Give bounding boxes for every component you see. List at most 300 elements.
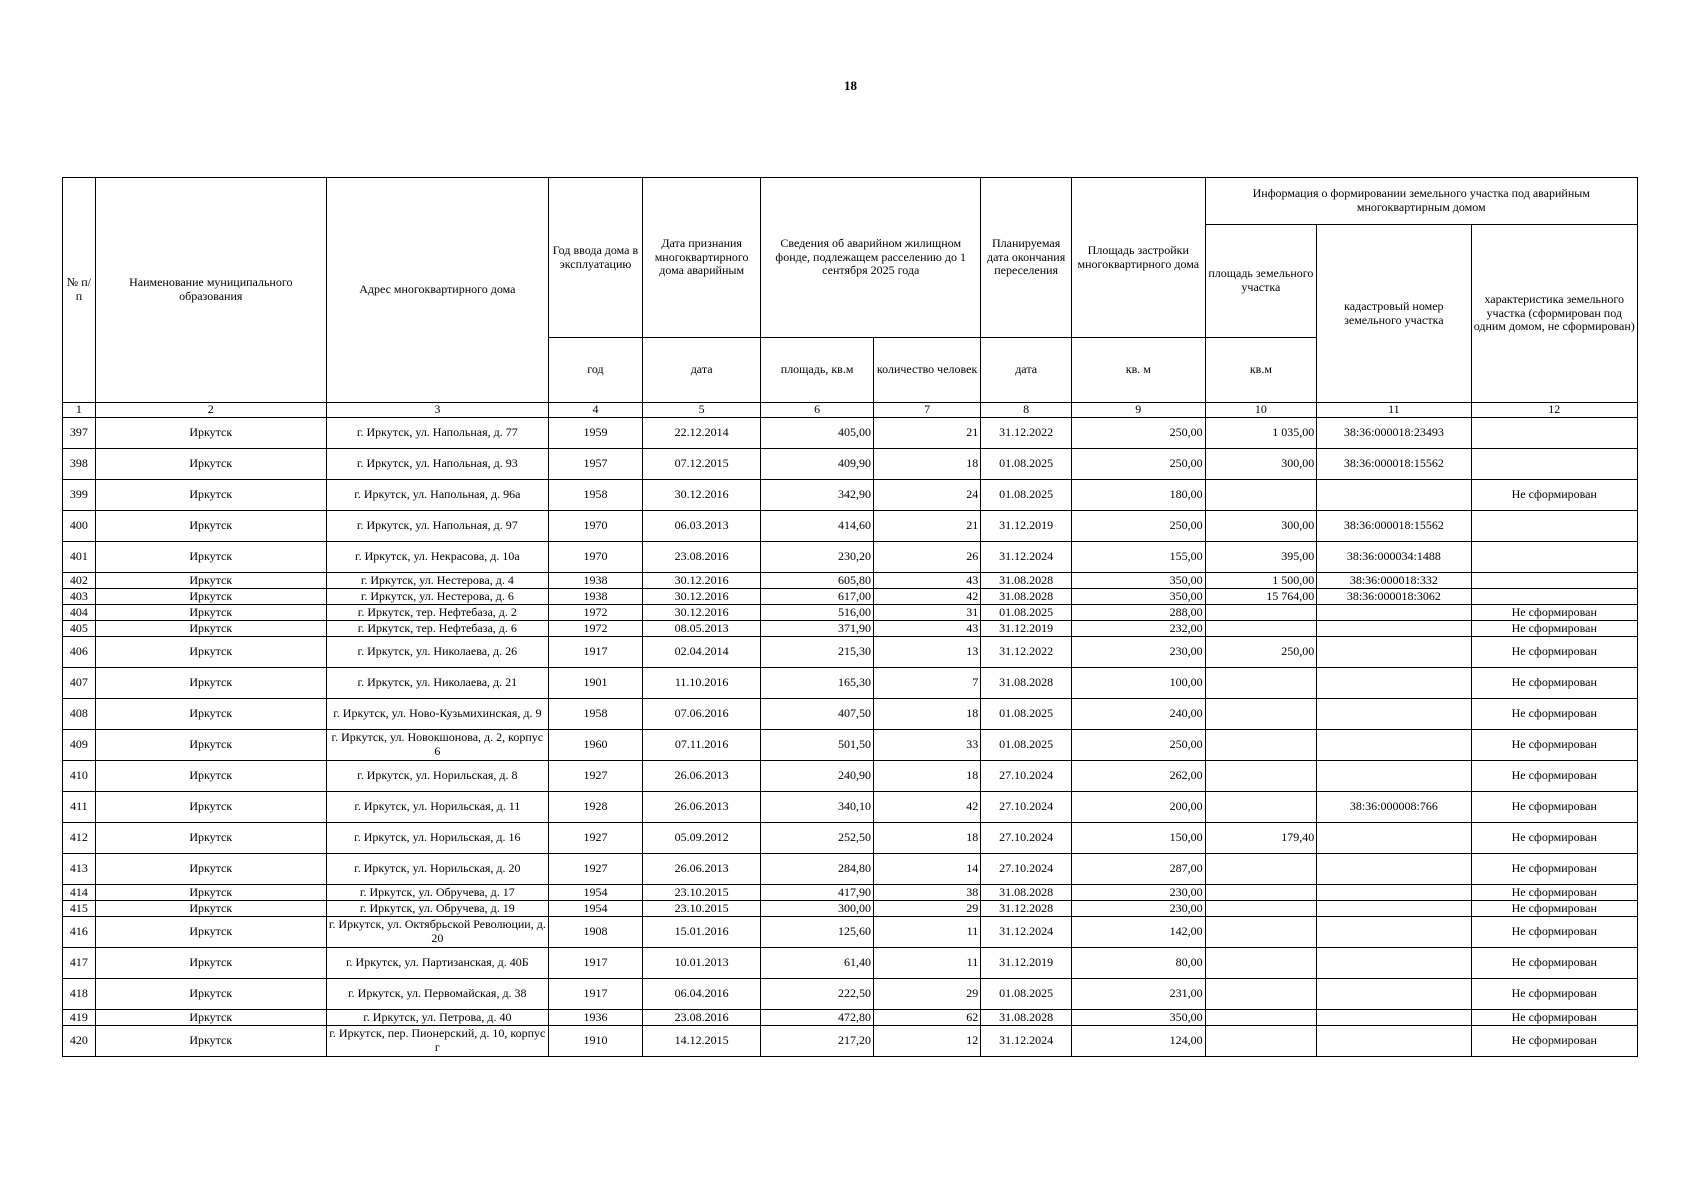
built-area-cell: 200,00 <box>1072 792 1206 823</box>
area-cell: 371,90 <box>761 621 874 637</box>
cadastral-number-cell <box>1317 621 1471 637</box>
land-characteristic-cell: Не сформирован <box>1471 621 1638 637</box>
area-cell: 342,90 <box>761 480 874 511</box>
built-area-cell: 250,00 <box>1072 730 1206 761</box>
land-area-cell <box>1205 948 1317 979</box>
row-number: 407 <box>63 668 96 699</box>
planned-date-cell: 31.12.2019 <box>981 511 1072 542</box>
table-row <box>63 480 1638 511</box>
year-cell: 1970 <box>548 542 642 573</box>
address-cell: г. Иркутск, тер. Нефтебаза, д. 2 <box>326 605 548 621</box>
municipality-cell: Иркутск <box>95 589 326 605</box>
planned-date-cell: 01.08.2025 <box>981 605 1072 621</box>
header-land-characteristic: характеристика земельного участка (сформирован под одним домом, не сформирован) <box>1471 225 1638 403</box>
column-number: 6 <box>761 403 874 418</box>
cadastral-number-cell <box>1317 668 1471 699</box>
area-cell: 516,00 <box>761 605 874 621</box>
emergency-date-cell: 10.01.2013 <box>643 948 761 979</box>
address-cell: г. Иркутск, ул. Петрова, д. 40 <box>326 1010 548 1026</box>
land-area-cell <box>1205 480 1317 511</box>
land-characteristic-cell: Не сформирован <box>1471 637 1638 668</box>
built-area-cell: 155,00 <box>1072 542 1206 573</box>
built-area-cell: 180,00 <box>1072 480 1206 511</box>
header-date-emergency: Дата признания многоквартирного дома аварийным <box>643 178 761 338</box>
emergency-date-cell: 22.12.2014 <box>643 418 761 449</box>
table-header <box>63 178 1638 418</box>
land-characteristic-cell: Не сформирован <box>1471 668 1638 699</box>
year-cell: 1917 <box>548 948 642 979</box>
planned-date-cell: 31.08.2028 <box>981 1010 1072 1026</box>
row-number: 413 <box>63 854 96 885</box>
address-cell: г. Иркутск, ул. Нестерова, д. 4 <box>326 573 548 589</box>
planned-date-cell: 01.08.2025 <box>981 449 1072 480</box>
year-cell: 1960 <box>548 730 642 761</box>
municipality-cell: Иркутск <box>95 761 326 792</box>
emergency-date-cell: 26.06.2013 <box>643 854 761 885</box>
address-cell: г. Иркутск, ул. Николаева, д. 21 <box>326 668 548 699</box>
built-area-cell: 150,00 <box>1072 823 1206 854</box>
cadastral-number-cell <box>1317 885 1471 901</box>
planned-date-cell: 01.08.2025 <box>981 480 1072 511</box>
land-characteristic-cell: Не сформирован <box>1471 730 1638 761</box>
address-cell: г. Иркутск, ул. Некрасова, д. 10а <box>326 542 548 573</box>
municipality-cell: Иркутск <box>95 668 326 699</box>
municipality-cell: Иркутск <box>95 605 326 621</box>
cadastral-number-cell <box>1317 979 1471 1010</box>
people-cell: 42 <box>873 792 980 823</box>
emergency-date-cell: 05.09.2012 <box>643 823 761 854</box>
land-area-cell: 250,00 <box>1205 637 1317 668</box>
land-area-cell: 1 500,00 <box>1205 573 1317 589</box>
row-number: 409 <box>63 730 96 761</box>
header-address: Адрес многоквартирного дома <box>326 178 548 403</box>
built-area-cell: 124,00 <box>1072 1026 1206 1057</box>
address-cell: г. Иркутск, ул. Норильская, д. 8 <box>326 761 548 792</box>
planned-date-cell: 31.08.2028 <box>981 573 1072 589</box>
header-cadastral: кадастровый номер земельного участка <box>1317 225 1471 403</box>
land-characteristic-cell: Не сформирован <box>1471 1026 1638 1057</box>
table-row <box>63 668 1638 699</box>
cadastral-number-cell <box>1317 637 1471 668</box>
emergency-date-cell: 07.12.2015 <box>643 449 761 480</box>
table-row <box>63 792 1638 823</box>
cadastral-number-cell: 38:36:000018:15562 <box>1317 511 1471 542</box>
land-characteristic-cell: Не сформирован <box>1471 917 1638 948</box>
municipality-cell: Иркутск <box>95 979 326 1010</box>
planned-date-cell: 01.08.2025 <box>981 699 1072 730</box>
year-cell: 1972 <box>548 621 642 637</box>
table-row <box>63 605 1638 621</box>
people-cell: 18 <box>873 823 980 854</box>
table-row <box>63 589 1638 605</box>
land-characteristic-cell: Не сформирован <box>1471 761 1638 792</box>
land-area-cell: 15 764,00 <box>1205 589 1317 605</box>
column-number: 11 <box>1317 403 1471 418</box>
land-characteristic-cell: Не сформирован <box>1471 885 1638 901</box>
cadastral-number-cell: 38:36:000018:332 <box>1317 573 1471 589</box>
people-cell: 7 <box>873 668 980 699</box>
land-area-cell <box>1205 699 1317 730</box>
land-characteristic-cell <box>1471 449 1638 480</box>
table-row <box>63 885 1638 901</box>
area-cell: 222,50 <box>761 979 874 1010</box>
header-land-info: Информация о формировании земельного участка под аварийным многоквартирным домом <box>1205 178 1637 225</box>
emergency-date-cell: 30.12.2016 <box>643 480 761 511</box>
people-cell: 18 <box>873 449 980 480</box>
people-cell: 18 <box>873 699 980 730</box>
table-row <box>63 699 1638 730</box>
municipality-cell: Иркутск <box>95 1026 326 1057</box>
planned-date-cell: 31.12.2022 <box>981 418 1072 449</box>
land-characteristic-cell: Не сформирован <box>1471 699 1638 730</box>
area-cell: 617,00 <box>761 589 874 605</box>
table-row <box>63 1026 1638 1057</box>
row-number: 415 <box>63 901 96 917</box>
land-area-cell <box>1205 1026 1317 1057</box>
land-area-cell: 300,00 <box>1205 511 1317 542</box>
area-cell: 340,10 <box>761 792 874 823</box>
year-cell: 1957 <box>548 449 642 480</box>
area-cell: 284,80 <box>761 854 874 885</box>
table-row <box>63 542 1638 573</box>
address-cell: г. Иркутск, ул. Партизанская, д. 40Б <box>326 948 548 979</box>
address-cell: г. Иркутск, пер. Пионерский, д. 10, корпус г <box>326 1026 548 1057</box>
emergency-date-cell: 23.10.2015 <box>643 901 761 917</box>
unit-people: количество человек <box>873 338 980 403</box>
emergency-date-cell: 07.06.2016 <box>643 699 761 730</box>
planned-date-cell: 31.12.2024 <box>981 1026 1072 1057</box>
year-cell: 1970 <box>548 511 642 542</box>
land-characteristic-cell <box>1471 542 1638 573</box>
built-area-cell: 250,00 <box>1072 449 1206 480</box>
address-cell: г. Иркутск, ул. Напольная, д. 77 <box>326 418 548 449</box>
planned-date-cell: 27.10.2024 <box>981 761 1072 792</box>
year-cell: 1959 <box>548 418 642 449</box>
table-row <box>63 948 1638 979</box>
land-area-cell <box>1205 761 1317 792</box>
land-characteristic-cell: Не сформирован <box>1471 948 1638 979</box>
area-cell: 409,90 <box>761 449 874 480</box>
year-cell: 1910 <box>548 1026 642 1057</box>
land-area-cell <box>1205 979 1317 1010</box>
land-area-cell: 179,40 <box>1205 823 1317 854</box>
column-number: 4 <box>548 403 642 418</box>
built-area-cell: 80,00 <box>1072 948 1206 979</box>
column-number: 9 <box>1072 403 1206 418</box>
area-cell: 215,30 <box>761 637 874 668</box>
land-characteristic-cell <box>1471 511 1638 542</box>
column-number: 5 <box>643 403 761 418</box>
emergency-date-cell: 02.04.2014 <box>643 637 761 668</box>
people-cell: 38 <box>873 885 980 901</box>
cadastral-number-cell <box>1317 948 1471 979</box>
municipality-cell: Иркутск <box>95 901 326 917</box>
municipality-cell: Иркутск <box>95 418 326 449</box>
area-cell: 605,80 <box>761 573 874 589</box>
table-row <box>63 1010 1638 1026</box>
planned-date-cell: 31.08.2028 <box>981 589 1072 605</box>
column-number: 7 <box>873 403 980 418</box>
land-area-cell <box>1205 605 1317 621</box>
built-area-cell: 100,00 <box>1072 668 1206 699</box>
year-cell: 1928 <box>548 792 642 823</box>
people-cell: 12 <box>873 1026 980 1057</box>
year-cell: 1938 <box>548 589 642 605</box>
area-cell: 217,20 <box>761 1026 874 1057</box>
land-area-cell <box>1205 1010 1317 1026</box>
land-characteristic-cell: Не сформирован <box>1471 823 1638 854</box>
emergency-date-cell: 26.06.2013 <box>643 792 761 823</box>
people-cell: 14 <box>873 854 980 885</box>
people-cell: 24 <box>873 480 980 511</box>
table-row <box>63 901 1638 917</box>
row-number: 398 <box>63 449 96 480</box>
land-area-cell <box>1205 854 1317 885</box>
area-cell: 240,90 <box>761 761 874 792</box>
municipality-cell: Иркутск <box>95 637 326 668</box>
cadastral-number-cell <box>1317 699 1471 730</box>
land-area-cell <box>1205 901 1317 917</box>
planned-date-cell: 31.12.2028 <box>981 901 1072 917</box>
row-number: 411 <box>63 792 96 823</box>
municipality-cell: Иркутск <box>95 885 326 901</box>
address-cell: г. Иркутск, тер. Нефтебаза, д. 6 <box>326 621 548 637</box>
column-number-row <box>63 403 1638 418</box>
header-built-area: Площадь застройки многоквартирного дома <box>1072 178 1206 338</box>
people-cell: 21 <box>873 511 980 542</box>
unit-land: кв.м <box>1205 338 1317 403</box>
land-area-cell <box>1205 621 1317 637</box>
year-cell: 1936 <box>548 1010 642 1026</box>
year-cell: 1958 <box>548 480 642 511</box>
municipality-cell: Иркутск <box>95 730 326 761</box>
land-characteristic-cell: Не сформирован <box>1471 901 1638 917</box>
area-cell: 61,40 <box>761 948 874 979</box>
people-cell: 13 <box>873 637 980 668</box>
year-cell: 1917 <box>548 637 642 668</box>
year-cell: 1927 <box>548 761 642 792</box>
row-number: 405 <box>63 621 96 637</box>
cadastral-number-cell <box>1317 901 1471 917</box>
address-cell: г. Иркутск, ул. Норильская, д. 20 <box>326 854 548 885</box>
planned-date-cell: 01.08.2025 <box>981 979 1072 1010</box>
municipality-cell: Иркутск <box>95 823 326 854</box>
row-number: 397 <box>63 418 96 449</box>
built-area-cell: 288,00 <box>1072 605 1206 621</box>
header-municipality: Наименование муниципального образования <box>95 178 326 403</box>
row-number: 404 <box>63 605 96 621</box>
emergency-date-cell: 23.08.2016 <box>643 542 761 573</box>
area-cell: 230,20 <box>761 542 874 573</box>
year-cell: 1958 <box>548 699 642 730</box>
land-area-cell: 300,00 <box>1205 449 1317 480</box>
municipality-cell: Иркутск <box>95 792 326 823</box>
address-cell: г. Иркутск, ул. Первомайская, д. 38 <box>326 979 548 1010</box>
land-characteristic-cell: Не сформирован <box>1471 792 1638 823</box>
row-number: 420 <box>63 1026 96 1057</box>
area-cell: 501,50 <box>761 730 874 761</box>
built-area-cell: 350,00 <box>1072 589 1206 605</box>
area-cell: 165,30 <box>761 668 874 699</box>
cadastral-number-cell: 38:36:000018:23493 <box>1317 418 1471 449</box>
cadastral-number-cell <box>1317 854 1471 885</box>
planned-date-cell: 31.12.2024 <box>981 542 1072 573</box>
row-number: 400 <box>63 511 96 542</box>
row-number: 408 <box>63 699 96 730</box>
cadastral-number-cell <box>1317 730 1471 761</box>
area-cell: 252,50 <box>761 823 874 854</box>
people-cell: 33 <box>873 730 980 761</box>
column-number: 2 <box>95 403 326 418</box>
emergency-date-cell: 30.12.2016 <box>643 605 761 621</box>
people-cell: 43 <box>873 573 980 589</box>
land-characteristic-cell: Не сформирован <box>1471 854 1638 885</box>
area-cell: 125,60 <box>761 917 874 948</box>
header-planned: Планируемая дата окончания переселения <box>981 178 1072 338</box>
unit-year: год <box>548 338 642 403</box>
address-cell: г. Иркутск, ул. Октябрьской Революции, д. 20 <box>326 917 548 948</box>
table-row <box>63 418 1638 449</box>
cadastral-number-cell: 38:36:000018:15562 <box>1317 449 1471 480</box>
built-area-cell: 230,00 <box>1072 637 1206 668</box>
land-area-cell <box>1205 792 1317 823</box>
land-characteristic-cell: Не сформирован <box>1471 605 1638 621</box>
emergency-date-cell: 26.06.2013 <box>643 761 761 792</box>
row-number: 418 <box>63 979 96 1010</box>
cadastral-number-cell: 38:36:000034:1488 <box>1317 542 1471 573</box>
column-number: 8 <box>981 403 1072 418</box>
address-cell: г. Иркутск, ул. Напольная, д. 93 <box>326 449 548 480</box>
built-area-cell: 250,00 <box>1072 511 1206 542</box>
cadastral-number-cell <box>1317 917 1471 948</box>
address-cell: г. Иркутск, ул. Норильская, д. 11 <box>326 792 548 823</box>
built-area-cell: 240,00 <box>1072 699 1206 730</box>
municipality-cell: Иркутск <box>95 480 326 511</box>
municipality-cell: Иркутск <box>95 542 326 573</box>
municipality-cell: Иркутск <box>95 511 326 542</box>
built-area-cell: 262,00 <box>1072 761 1206 792</box>
area-cell: 407,50 <box>761 699 874 730</box>
emergency-date-cell: 30.12.2016 <box>643 573 761 589</box>
people-cell: 26 <box>873 542 980 573</box>
area-cell: 300,00 <box>761 901 874 917</box>
emergency-date-cell: 07.11.2016 <box>643 730 761 761</box>
planned-date-cell: 31.12.2024 <box>981 917 1072 948</box>
municipality-cell: Иркутск <box>95 573 326 589</box>
emergency-date-cell: 06.04.2016 <box>643 979 761 1010</box>
built-area-cell: 232,00 <box>1072 621 1206 637</box>
emergency-date-cell: 08.05.2013 <box>643 621 761 637</box>
row-number: 406 <box>63 637 96 668</box>
land-area-cell <box>1205 885 1317 901</box>
people-cell: 29 <box>873 979 980 1010</box>
municipality-cell: Иркутск <box>95 699 326 730</box>
emergency-date-cell: 06.03.2013 <box>643 511 761 542</box>
address-cell: г. Иркутск, ул. Обручева, д. 19 <box>326 901 548 917</box>
people-cell: 11 <box>873 917 980 948</box>
land-characteristic-cell <box>1471 589 1638 605</box>
built-area-cell: 350,00 <box>1072 573 1206 589</box>
row-number: 414 <box>63 885 96 901</box>
land-area-cell: 1 035,00 <box>1205 418 1317 449</box>
land-characteristic-cell: Не сформирован <box>1471 979 1638 1010</box>
unit-area: площадь, кв.м <box>761 338 874 403</box>
land-characteristic-cell <box>1471 418 1638 449</box>
year-cell: 1954 <box>548 885 642 901</box>
table-row <box>63 730 1638 761</box>
year-cell: 1927 <box>548 854 642 885</box>
header-land-area: площадь земельного участка <box>1205 225 1317 338</box>
cadastral-number-cell <box>1317 823 1471 854</box>
table-row <box>63 573 1638 589</box>
land-area-cell <box>1205 917 1317 948</box>
land-area-cell <box>1205 730 1317 761</box>
address-cell: г. Иркутск, ул. Напольная, д. 97 <box>326 511 548 542</box>
land-characteristic-cell: Не сформирован <box>1471 1010 1638 1026</box>
table-row <box>63 511 1638 542</box>
people-cell: 43 <box>873 621 980 637</box>
people-cell: 29 <box>873 901 980 917</box>
planned-date-cell: 01.08.2025 <box>981 730 1072 761</box>
municipality-cell: Иркутск <box>95 1010 326 1026</box>
header-fund: Сведения об аварийном жилищном фонде, подлежащем расселению до 1 сентября 2025 года <box>761 178 981 338</box>
emergency-date-cell: 11.10.2016 <box>643 668 761 699</box>
year-cell: 1927 <box>548 823 642 854</box>
address-cell: г. Иркутск, ул. Норильская, д. 16 <box>326 823 548 854</box>
page-number: 18 <box>844 78 857 93</box>
area-cell: 417,90 <box>761 885 874 901</box>
planned-date-cell: 31.08.2028 <box>981 885 1072 901</box>
built-area-cell: 230,00 <box>1072 885 1206 901</box>
planned-date-cell: 31.12.2019 <box>981 621 1072 637</box>
address-cell: г. Иркутск, ул. Ново-Кузьмихинская, д. 9 <box>326 699 548 730</box>
cadastral-number-cell: 38:36:000008:766 <box>1317 792 1471 823</box>
table-body <box>63 418 1638 1057</box>
table-row <box>63 761 1638 792</box>
emergency-date-cell: 23.10.2015 <box>643 885 761 901</box>
planned-date-cell: 31.12.2022 <box>981 637 1072 668</box>
planned-date-cell: 27.10.2024 <box>981 823 1072 854</box>
row-number: 403 <box>63 589 96 605</box>
row-number: 412 <box>63 823 96 854</box>
planned-date-cell: 31.08.2028 <box>981 668 1072 699</box>
people-cell: 62 <box>873 1010 980 1026</box>
header-num: № п/п <box>63 178 96 403</box>
emergency-housing-table <box>62 177 1638 1057</box>
municipality-cell: Иркутск <box>95 621 326 637</box>
built-area-cell: 230,00 <box>1072 901 1206 917</box>
address-cell: г. Иркутск, ул. Николаева, д. 26 <box>326 637 548 668</box>
municipality-cell: Иркутск <box>95 854 326 885</box>
cadastral-number-cell <box>1317 480 1471 511</box>
emergency-date-cell: 23.08.2016 <box>643 1010 761 1026</box>
column-number: 1 <box>63 403 96 418</box>
planned-date-cell: 27.10.2024 <box>981 792 1072 823</box>
address-cell: г. Иркутск, ул. Напольная, д. 96а <box>326 480 548 511</box>
emergency-date-cell: 14.12.2015 <box>643 1026 761 1057</box>
emergency-date-cell: 15.01.2016 <box>643 917 761 948</box>
built-area-cell: 231,00 <box>1072 979 1206 1010</box>
people-cell: 42 <box>873 589 980 605</box>
municipality-cell: Иркутск <box>95 449 326 480</box>
address-cell: г. Иркутск, ул. Нестерова, д. 6 <box>326 589 548 605</box>
emergency-date-cell: 30.12.2016 <box>643 589 761 605</box>
row-number: 410 <box>63 761 96 792</box>
built-area-cell: 250,00 <box>1072 418 1206 449</box>
header-year: Год ввода дома в эксплуатацию <box>548 178 642 338</box>
cadastral-number-cell: 38:36:000018:3062 <box>1317 589 1471 605</box>
people-cell: 18 <box>873 761 980 792</box>
